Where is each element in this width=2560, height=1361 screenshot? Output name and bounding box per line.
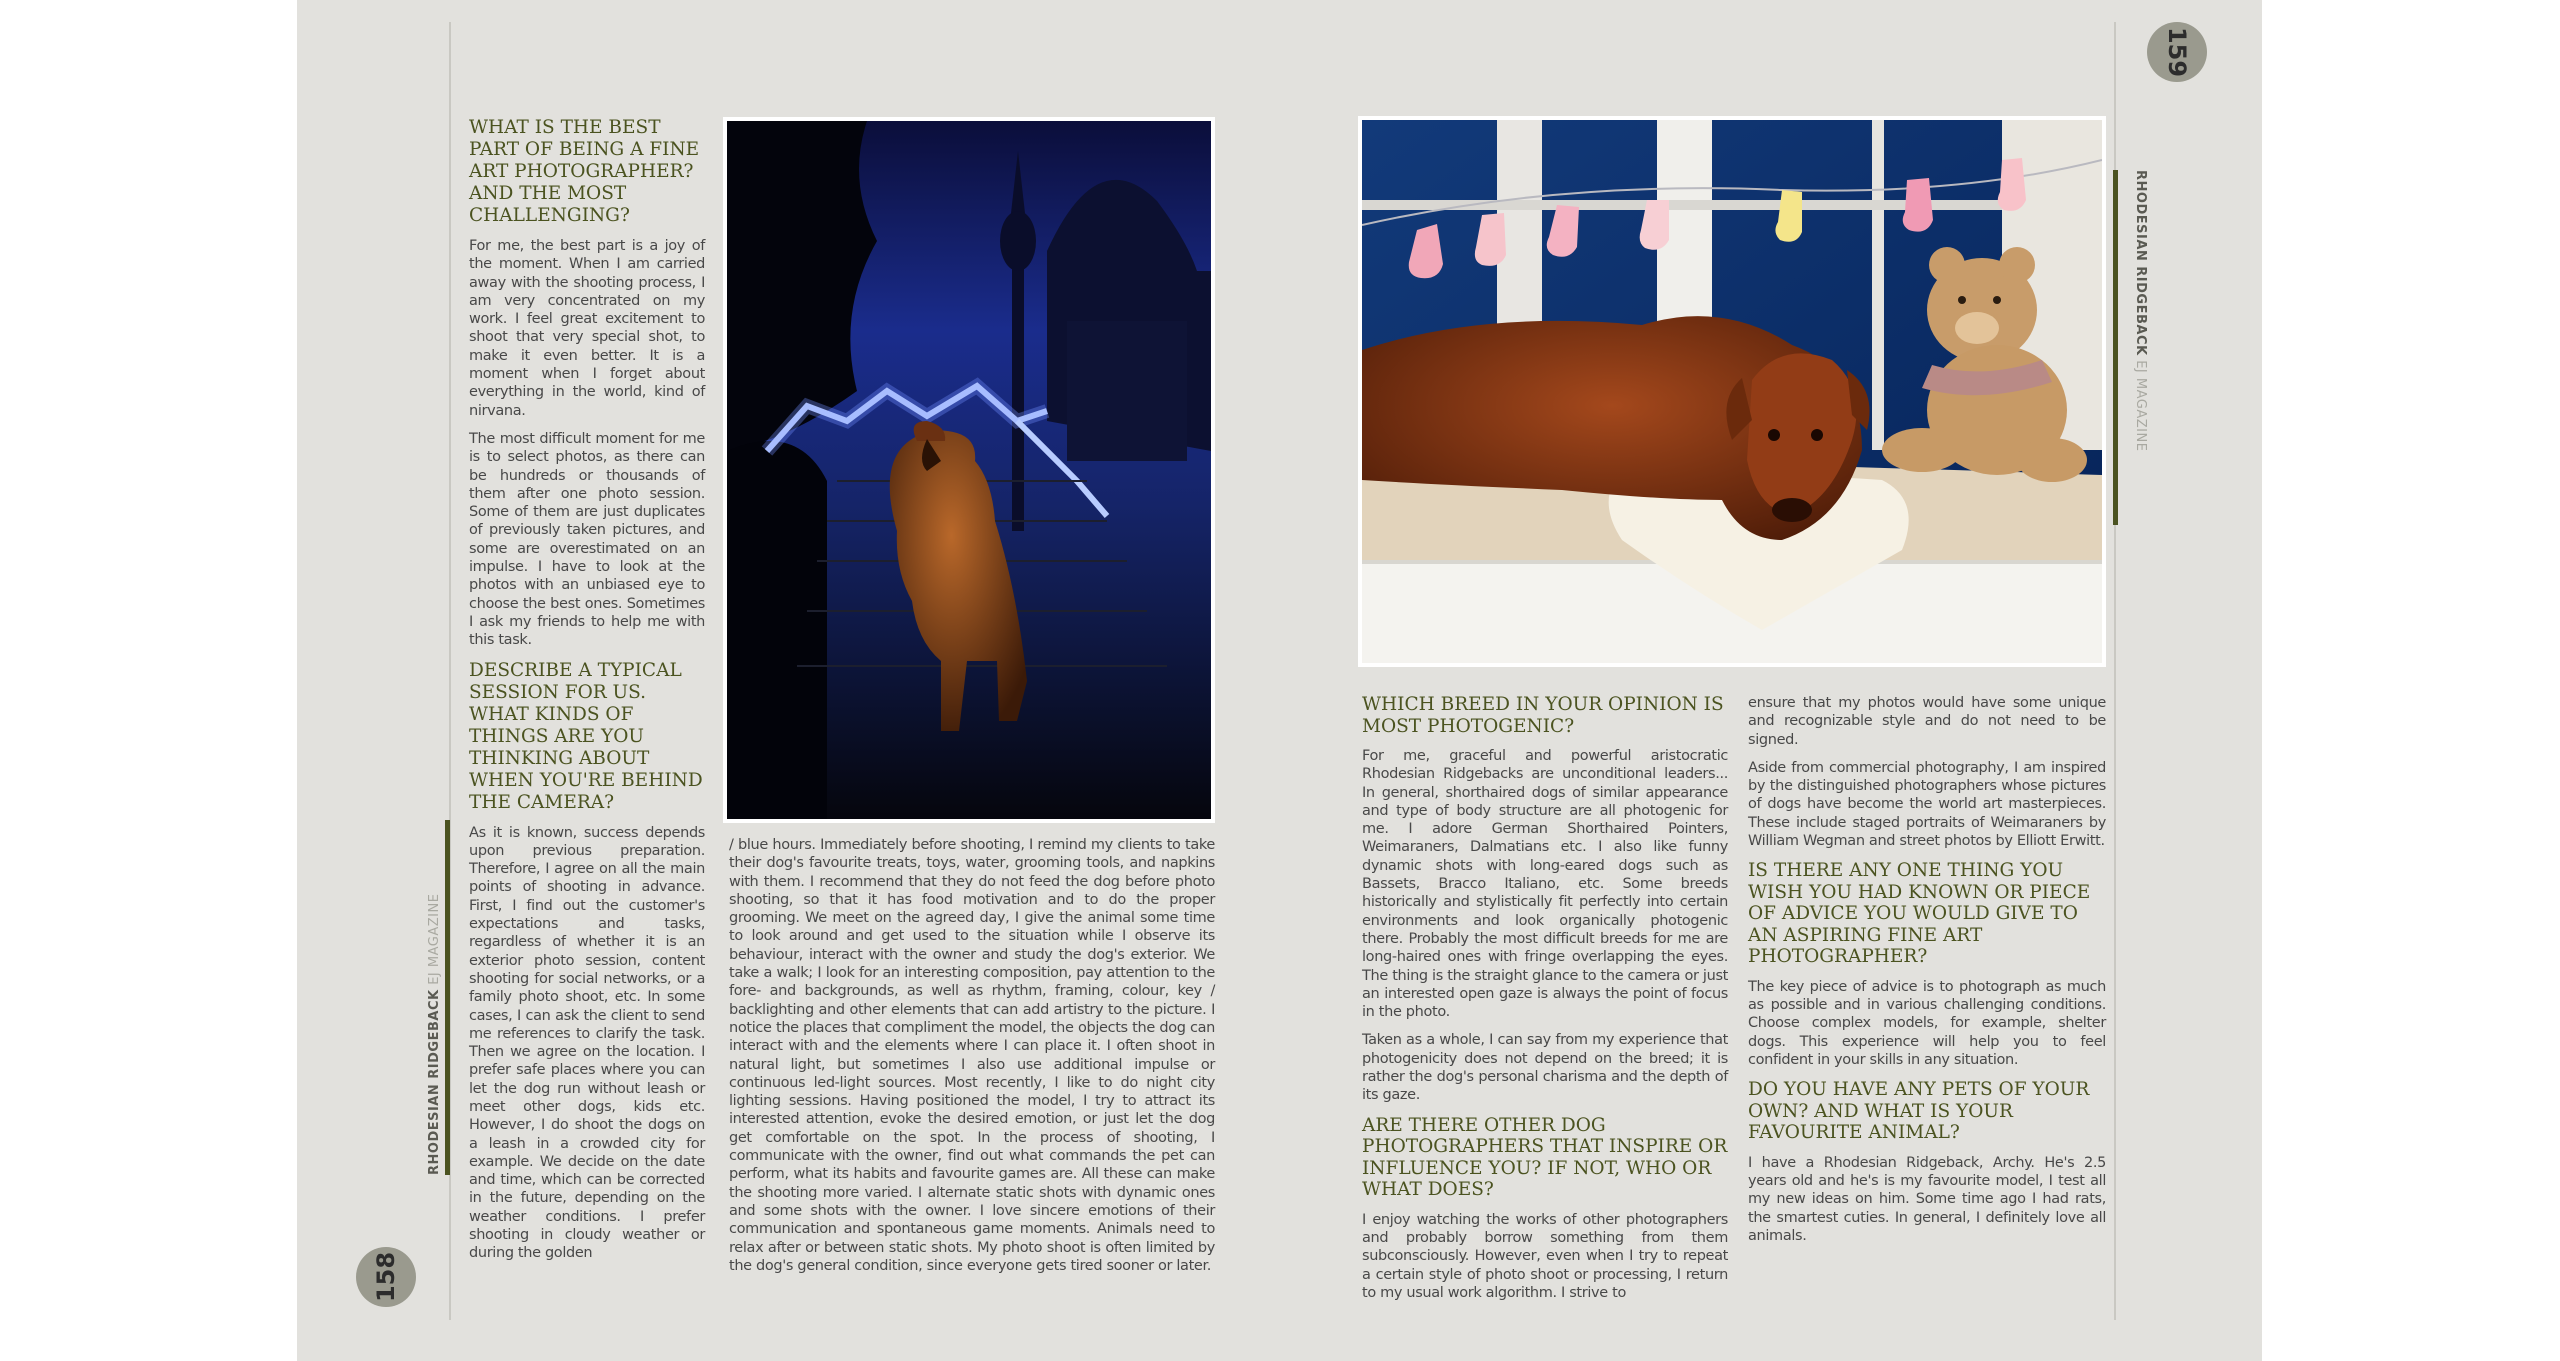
- question-heading: DO YOU HAVE ANY PETS OF YOUR OWN? AND WHAT IS YOUR FAVOURITE ANIMAL?: [1748, 1079, 2090, 1144]
- night-photo-frame: [723, 117, 1215, 823]
- dog-night-city-photo: [727, 121, 1211, 819]
- left-page-number: 158: [356, 1247, 416, 1307]
- question-heading: IS THERE ANY ONE THING YOU WISH YOU HAD KNOWN OR PIECE OF ADVICE YOU WOULD GIVE TO AN ASPIRING FINE ART PHOTOGRAPHER?: [1748, 860, 2091, 968]
- answer-paragraph: As it is known, success depends upon previous preparation. Therefore, I agree on all the main points of shooting in advance. First, I find out the customer's expectations and tasks, regardless of whether it is an exterior photo session, content shooting for social networks, or a family photo shoot, etc. In some cases, I can ask the client to send me references to clarify the task. Then we agree on the location. I prefer safe places where you can let the dog run without leash or meet other dogs, kids etc. However, I do shoot the dogs on a leash in a crowded city for example. We decide on the date and time, which can be corrected in the future, depending on the weather conditions. I prefer shooting in cloudy weather or during the golden: [469, 824, 705, 1262]
- left-page-column-2: [729, 836, 1215, 1285]
- dog-with-teddy-photo: [1362, 120, 2102, 663]
- question-heading: WHICH BREED IN YOUR OPINION IS MOST PHOTOGENIC?: [1362, 694, 1724, 737]
- answer-paragraph: For me, graceful and powerful aristocratic Rhodesian Ridgebacks are unconditional leaders... In general, shorthaired dogs of similar appearance and type of body structure are all photogenic for me. I adore German Shorthaired Pointers, Weimaraners, Dalmatians etc. I also like funny dynamic shots with long-eared dogs such as Bassets, Bracco Italiano, etc. Some breeds historically and stylistically fit perfectly into certain environments and look organically photogenic there. Probably the most difficult breeds for me are long-haired ones with fringe overlapping the eyes. The thing is the straight glance to the camera or just an interested open gaze is always the point of focus in the photo.: [1362, 748, 1728, 1021]
- answer-paragraph: For me, the best part is a joy of the moment. When I am carried away with the shooting process, I am very concentrated on my work. I feel great excitement to shoot that very special shot, to make it even better. It is a moment when I forget about everything in the world, kind of nirvana.: [469, 238, 705, 419]
- right-page-column-2: [1748, 694, 2106, 1255]
- bedroom-photo-frame: [1358, 116, 2106, 667]
- right-page-number: 159: [2147, 22, 2207, 82]
- question-heading: WHAT IS THE BEST PART OF BEING A FINE ART PHOTOGRAPHER? AND THE MOST CHALLENGING?: [469, 117, 700, 226]
- running-head-magazine: EJ MAGAZINE: [427, 893, 442, 985]
- answer-paragraph: / blue hours. Immediately before shooting, I remind my clients to take their dog's favourite treats, toys, water, grooming tools, and napkins with them. I recommend that they do not feed the dog before photo shooting, so that it has food motivation and to do the proper grooming. We meet on the agreed day, I give the animal some time to look around and get used to the situation while I observe its behaviour, interact with the owner and study the dog's exterior. We take a walk; I look for an interesting composition, pay attention to the fore- and backgrounds, as well as rhythm, framing, colour, key / backlighting and other elements that can add artistry to the picture. I notice the places that compliment the model, the objects the dog can interact with and the elements where I can place it. I often shoot in natural light, but sometimes I also use additional impulse or continuous led-light sources. Most recently, I like to do night city lighting sessions. Having positioned the model, I try to attract its interested attention, evoke the desired emotion, or just let the dog get comfortable on the spot. In the process of shooting, I communicate with the owner, find out what commands the pet can perform, what its habits and favourite games are. All these can make the shooting more varied. I alternate static shots with dynamic ones and some shots with the owner. I love sincere emotions of their communication and spontaneous game moments. Animals need to relax after or between static shots. My photo shoot is often limited by the dog's general condition, since everyone gets tired sooner or later.: [729, 837, 1215, 1274]
- left-page-column-1: [469, 117, 705, 1273]
- answer-paragraph: Aside from commercial photography, I am inspired by the distinguished photographers whose pictures of dogs have become the world art masterpieces. These include staged portraits of Weimaraners by William Wegman and street photos by Elliott Erwitt.: [1748, 759, 2106, 850]
- answer-paragraph: Taken as a whole, I can say from my experience that photogenicity does not depend on the breed; it is rather the dog's personal charisma and the depth of its gaze.: [1362, 1032, 1728, 1104]
- question-heading: ARE THERE OTHER DOG PHOTOGRAPHERS THAT INSPIRE OR INFLUENCE YOU? IF NOT, WHO OR WHAT DOES?: [1362, 1114, 1728, 1201]
- left-accent-bar: [445, 820, 450, 1175]
- left-page: [297, 0, 1279, 1361]
- answer-paragraph: The key piece of advice is to photograph as much as possible and in various challenging conditions. Choose complex models, for example, shelter dogs. This experience will help you to feel confident in your skills in any situation.: [1748, 978, 2106, 1069]
- answer-paragraph: ensure that my photos would have some unique and recognizable style and do not need to be signed.: [1748, 695, 2106, 748]
- answer-paragraph: I enjoy watching the works of other photographers and probably borrow something from them subconsciously. However, even when I try to repeat a certain style of photo shoot or processing, I return to my usual work algorithm. I strive to: [1362, 1211, 1728, 1301]
- running-head-magazine: EJ MAGAZINE: [2133, 360, 2148, 452]
- running-head-title: RHODESIAN RIDGEBACK: [2133, 170, 2148, 356]
- question-heading: DESCRIBE A TYPICAL SESSION FOR US. WHAT KINDS OF THINGS ARE YOU THINKING ABOUT WHEN YOU'RE BEHIND THE CAMERA?: [469, 659, 703, 813]
- right-page: [1279, 0, 2262, 1361]
- right-running-head: [2133, 170, 2148, 451]
- right-accent-bar: [2113, 170, 2118, 525]
- running-head-title: RHODESIAN RIDGEBACK: [427, 989, 442, 1175]
- answer-paragraph: The most difficult moment for me is to select photos, as there can be hundreds or thousands of them after one photo session. Some of them are just duplicates of previously taken pictures, and some are overestimated on an impulse. I have to look at the photos with an unbiased eye to choose the best ones. Sometimes I ask my friends to help me with this task.: [469, 430, 705, 649]
- right-page-column-1: [1362, 694, 1728, 1312]
- left-running-head: [427, 894, 442, 1175]
- answer-paragraph: I have a Rhodesian Ridgeback, Archy. He's 2.5 years old and he's is my favourite model, I test all my new ideas on him. Some time ago I had rats, the smartest cuties. In general, I definitely love all animals.: [1748, 1154, 2106, 1245]
